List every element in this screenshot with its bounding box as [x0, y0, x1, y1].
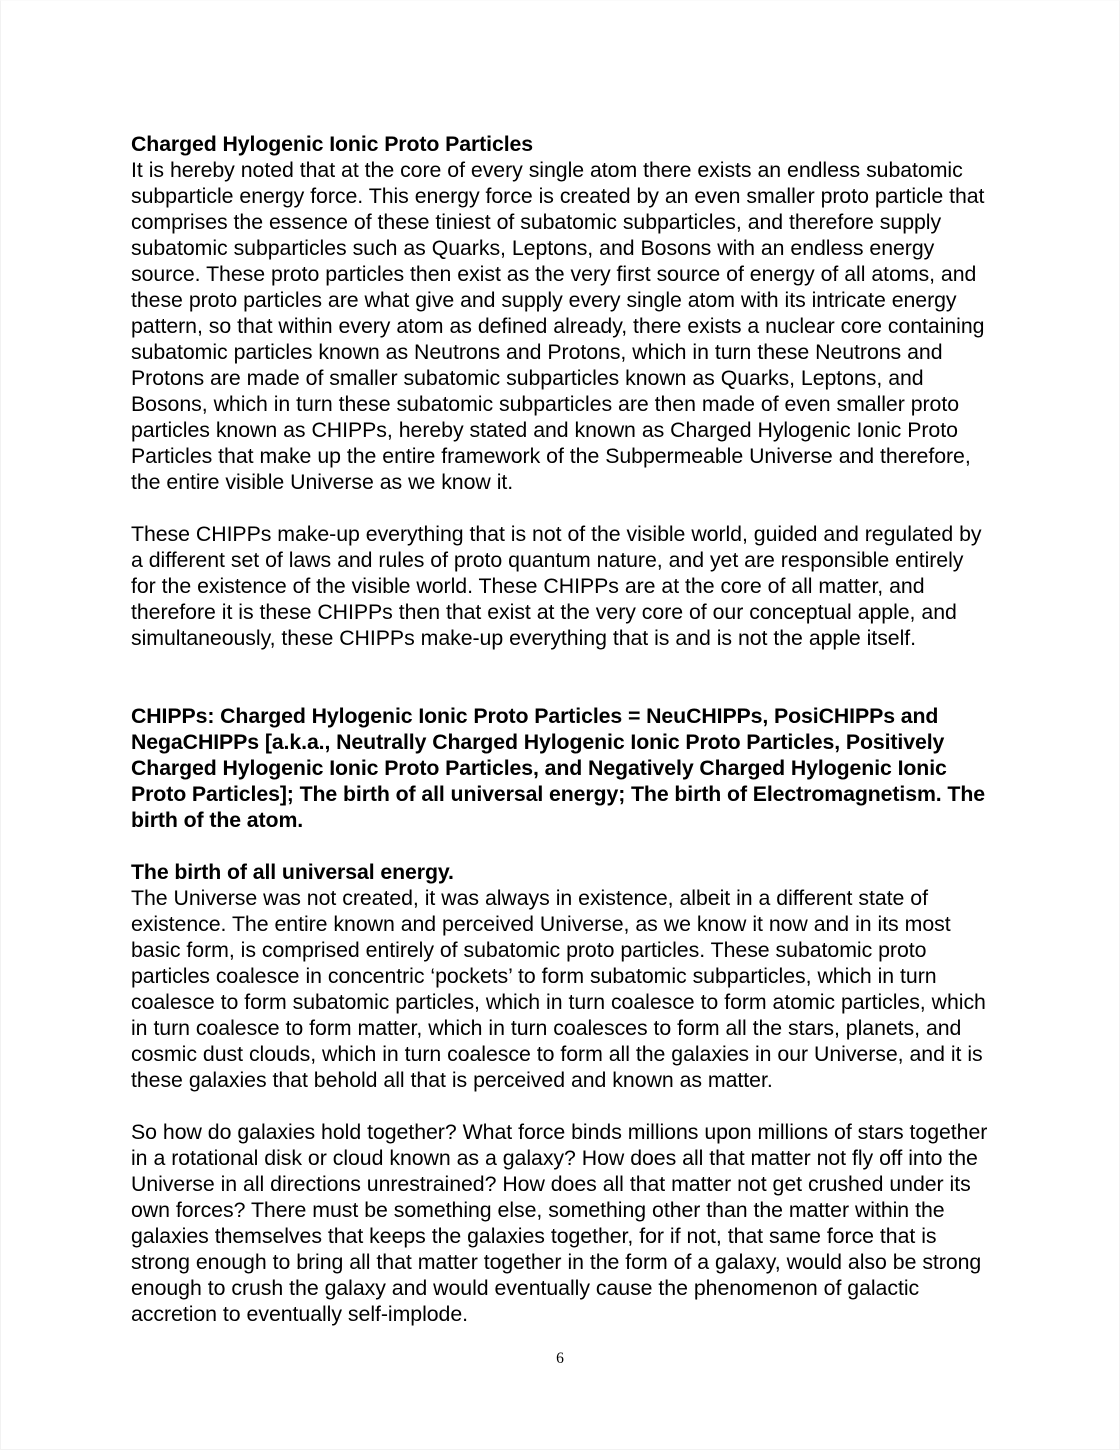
section-heading-birth-of-all-universal-energy: [131, 859, 993, 885]
heading-leading-capital: T: [131, 860, 144, 884]
paragraph-universe-was-not-created: The Universe was not created, it was always in existence, albeit in a different state of existence. The entire known and perceived Universe, as we know it now and in its most basic form, is comprised entirely of subatomic proto particles. These subatomic proto particles coalesce in concentric ‘pockets’ to form subatomic subparticles, which in turn coalesce to form subatomic particles, which in turn coalesce to form atomic particles, which in turn coalesce to form matter, which in turn coalesces to form all the stars, planets, and cosmic dust clouds, which in turn coalesce to form all the galaxies in our Universe, and it is these galaxies that behold all that is perceived and known as matter.: [131, 886, 986, 1092]
page-number: 6: [556, 1350, 564, 1367]
paragraph-spacer: [131, 495, 993, 521]
section-heading-chipps-definition: CHIPPs: Charged Hylogenic Ionic Proto Particles = NeuCHIPPs, PosiCHIPPs and NegaCHIPPs [a.k.a., Neutrally Charged Hylogenic Ionic Proto Particles, Positively Charged Hylogenic Ionic Proto Particles, and Negatively Charged Hylogenic Ionic Proto Particles]; The birth of all universal energy; The birth of Electromagnetism. The birth of the atom.: [131, 704, 985, 832]
paragraph-spacer: [131, 1093, 993, 1119]
page-content: [131, 131, 993, 1327]
section-spacer: [131, 651, 993, 703]
paragraph-core-of-every-atom: It is hereby noted that at the core of every single atom there exists an endless subatomic subparticle energy force. This energy force is created by an even smaller proto particle that comprises the essence of these tiniest of subatomic subparticles, and therefore supply subatomic subparticles such as Quarks, Leptons, and Bosons with an endless energy source. These proto particles then exist as the very first source of energy of all atoms, and these proto particles are what give and supply every single atom with its intricate energy pattern, so that within every atom as defined already, there exists a nuclear core containing subatomic particles known as Neutrons and Protons, which in turn these Neutrons and Protons are made of smaller subatomic subparticles known as Quarks, Leptons, and Bosons, which in turn these subatomic subparticles are then made of even smaller proto particles known as CHIPPs, hereby stated and known as Charged Hylogenic Ionic Proto Particles that make up the entire framework of the Subpermeable Universe and therefore, the entire visible Universe as we know it.: [131, 158, 985, 494]
paragraph-how-do-galaxies-hold-together: So how do galaxies hold together? What force binds millions upon millions of stars together in a rotational disk or cloud known as a galaxy? How does all that matter not fly off into the Universe in all directions unrestrained? How does all that matter not get crushed under its own forces? There must be something else, something other than the matter within the galaxies themselves that keeps the galaxies together, for if not, that same force that is strong enough to bring all that matter together in the form of a galaxy, would also be strong enough to crush the galaxy and would eventually cause the phenomenon of galactic accretion to eventually self-implode.: [131, 1120, 988, 1326]
heading-spacer: [131, 833, 993, 859]
paragraph-chipps-make-up-everything: These CHIPPs make-up everything that is not of the visible world, guided and regulated by a different set of laws and rules of proto quantum nature, and yet are responsible entirely for the existence of the visible world. These CHIPPs are at the core of all matter, and therefore it is these CHIPPs then that exist at the very core of our conceptual apple, and simultaneously, these CHIPPs make-up everything that is and is not the apple itself.: [131, 522, 982, 650]
heading-remainder: he birth of all universal energy.: [143, 860, 454, 884]
section-heading-charged-hylogenic-ionic-proto-particles: Charged Hylogenic Ionic Proto Particles: [131, 132, 534, 156]
